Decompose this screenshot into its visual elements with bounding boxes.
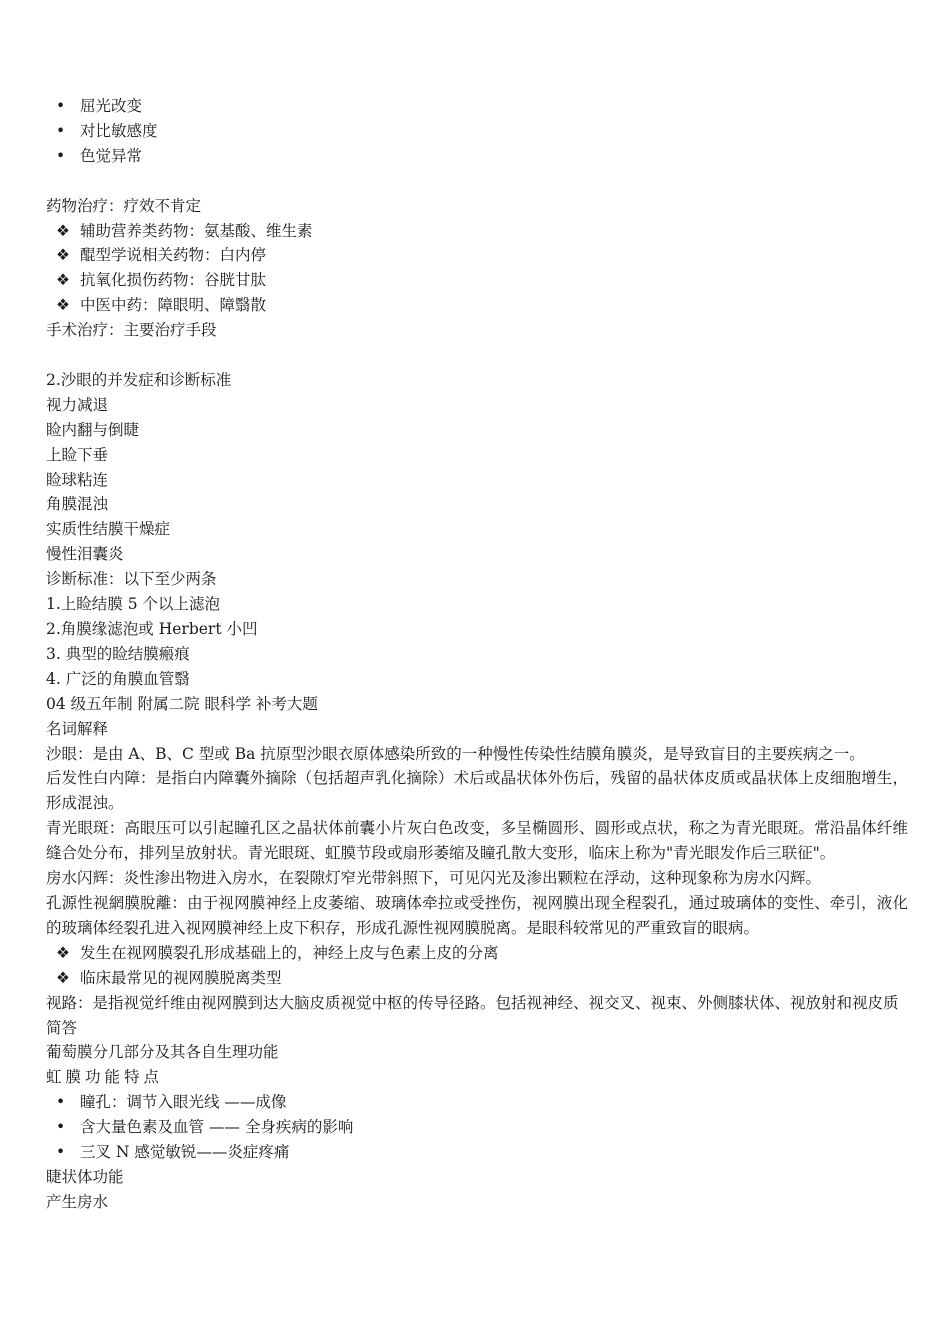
bullet-dot-icon: • <box>56 1093 66 1112</box>
list-item: 实质性结膜干燥症 <box>46 520 171 539</box>
exam-title: 04 级五年制 附属二院 眼科学 补考大题 <box>46 694 318 713</box>
list-item: 睑球粘连 <box>46 470 109 489</box>
term-paragraph: 视路：是指视觉纤维由视网膜到达大脑皮质视觉中枢的传导径路。包括视神经、视交叉、视束、外侧膝状体、视放射和视皮质 <box>46 993 899 1012</box>
list-item: 2.角膜缘滤泡或 Herbert 小凹 <box>46 620 258 638</box>
list-item: • 屈光改变 <box>46 94 908 119</box>
list-item: • 含大量色素及血管 —— 全身疾病的影响 <box>46 1115 908 1140</box>
list-item: • 瞳孔：调节入眼光线 ——成像 <box>46 1090 908 1115</box>
surgery-line: 手术治疗：主要治疗手段 <box>46 321 217 340</box>
question: 葡萄膜分几部分及其各自生理功能 <box>46 1043 279 1062</box>
diagnosis-title: 诊断标准：以下至少两条 <box>46 570 217 589</box>
bullet-diamond-icon: ❖ <box>56 968 70 987</box>
term-paragraph: 青光眼斑：高眼压可以引起瞳孔区之晶状体前囊小片灰白色改变，多呈椭圆形、圆形或点状，称之为青光眼斑。常沿晶体纤维缝合处分布，排列呈放射状。青光眼斑、虹膜节段或扇形萎缩及瞳孔散大变形，临床上称为"青光眼发作后三联征"。 <box>46 819 908 863</box>
short-answer-title: 简答 <box>46 1018 78 1037</box>
list-item: • 对比敏感度 <box>46 119 908 144</box>
list-item: ❖ 辅助营养类药物：氨基酸、维生素 <box>46 219 908 244</box>
list-item: 4. 广泛的角膜血管翳 <box>46 669 190 688</box>
bullet-diamond-icon: ❖ <box>56 221 70 240</box>
bullet-dot-icon: • <box>56 97 66 115</box>
bullet-diamond-icon: ❖ <box>56 943 70 962</box>
list-item: 1.上睑结膜 5 个以上滤泡 <box>46 595 221 614</box>
list-item: 角膜混浊 <box>46 495 109 514</box>
bullet-diamond-icon: ❖ <box>56 246 70 265</box>
term-paragraph: 沙眼：是由 A、B、C 型或 Ba 抗原型沙眼衣原体感染所致的一种慢性传染性结膜角膜炎，是导致盲目的主要疾病之一。 <box>46 744 865 763</box>
document-page <box>46 94 908 1215</box>
bullet-dot-icon: • <box>56 1118 66 1137</box>
bullet-dot-icon: • <box>56 121 66 140</box>
list-item: ❖ 中医中药：障眼明、障翳散 <box>46 293 908 318</box>
list-item: ❖ 醌型学说相关药物：白内停 <box>46 243 908 268</box>
list-item: 3. 典型的睑结膜瘢痕 <box>46 644 190 663</box>
drug-title: 药物治疗：疗效不肯定 <box>46 196 202 215</box>
list-item: • 色觉异常 <box>46 144 908 169</box>
list-item: • 三叉 N 感觉敏锐——炎症疼痛 <box>46 1140 908 1165</box>
spacer <box>46 169 908 194</box>
terms-title: 名词解释 <box>46 719 109 738</box>
bullet-diamond-icon: ❖ <box>56 296 70 315</box>
list-item: 视力减退 <box>46 395 109 414</box>
term-paragraph: 房水闪辉：炎性渗出物进入房水，在裂隙灯窄光带斜照下，可见闪光及渗出颗粒在浮动，这种现象称为房水闪辉。 <box>46 869 822 888</box>
iris-title: 虹膜功能特点 <box>46 1068 164 1087</box>
bullet-diamond-icon: ❖ <box>56 271 70 290</box>
spacer <box>46 343 908 368</box>
list-item: ❖ 临床最常见的视网膜脱离类型 <box>46 966 908 991</box>
section-title: 2.沙眼的并发症和诊断标准 <box>46 370 232 389</box>
list-item: 上睑下垂 <box>46 445 109 464</box>
term-paragraph: 后发性白内障：是指白内障囊外摘除（包括超声乳化摘除）术后或晶状体外伤后，残留的晶状体皮质或晶状体上皮细胞增生，形成混浊。 <box>46 769 908 813</box>
bullet-dot-icon: • <box>56 1143 66 1162</box>
bullet-dot-icon: • <box>56 146 66 165</box>
ciliary-title: 睫状体功能 <box>46 1167 124 1186</box>
list-item: 产生房水 <box>46 1192 109 1211</box>
list-item: 慢性泪囊炎 <box>46 545 124 564</box>
list-item: ❖ 发生在视网膜裂孔形成基础上的，神经上皮与色素上皮的分离 <box>46 941 908 966</box>
term-paragraph: 孔源性视網膜脫離：由于视网膜神经上皮萎缩、玻璃体牵拉或受挫伤，视网膜出现全程裂孔，通过玻璃体的变性、牵引，液化的玻璃体经裂孔进入视网膜神经上皮下积存，形成孔源性视网膜脱离。是眼科较常见的严重致盲的眼病。 <box>46 893 908 937</box>
list-item: ❖ 抗氧化损伤药物：谷胱甘肽 <box>46 268 908 293</box>
list-item: 睑内翻与倒睫 <box>46 420 140 439</box>
